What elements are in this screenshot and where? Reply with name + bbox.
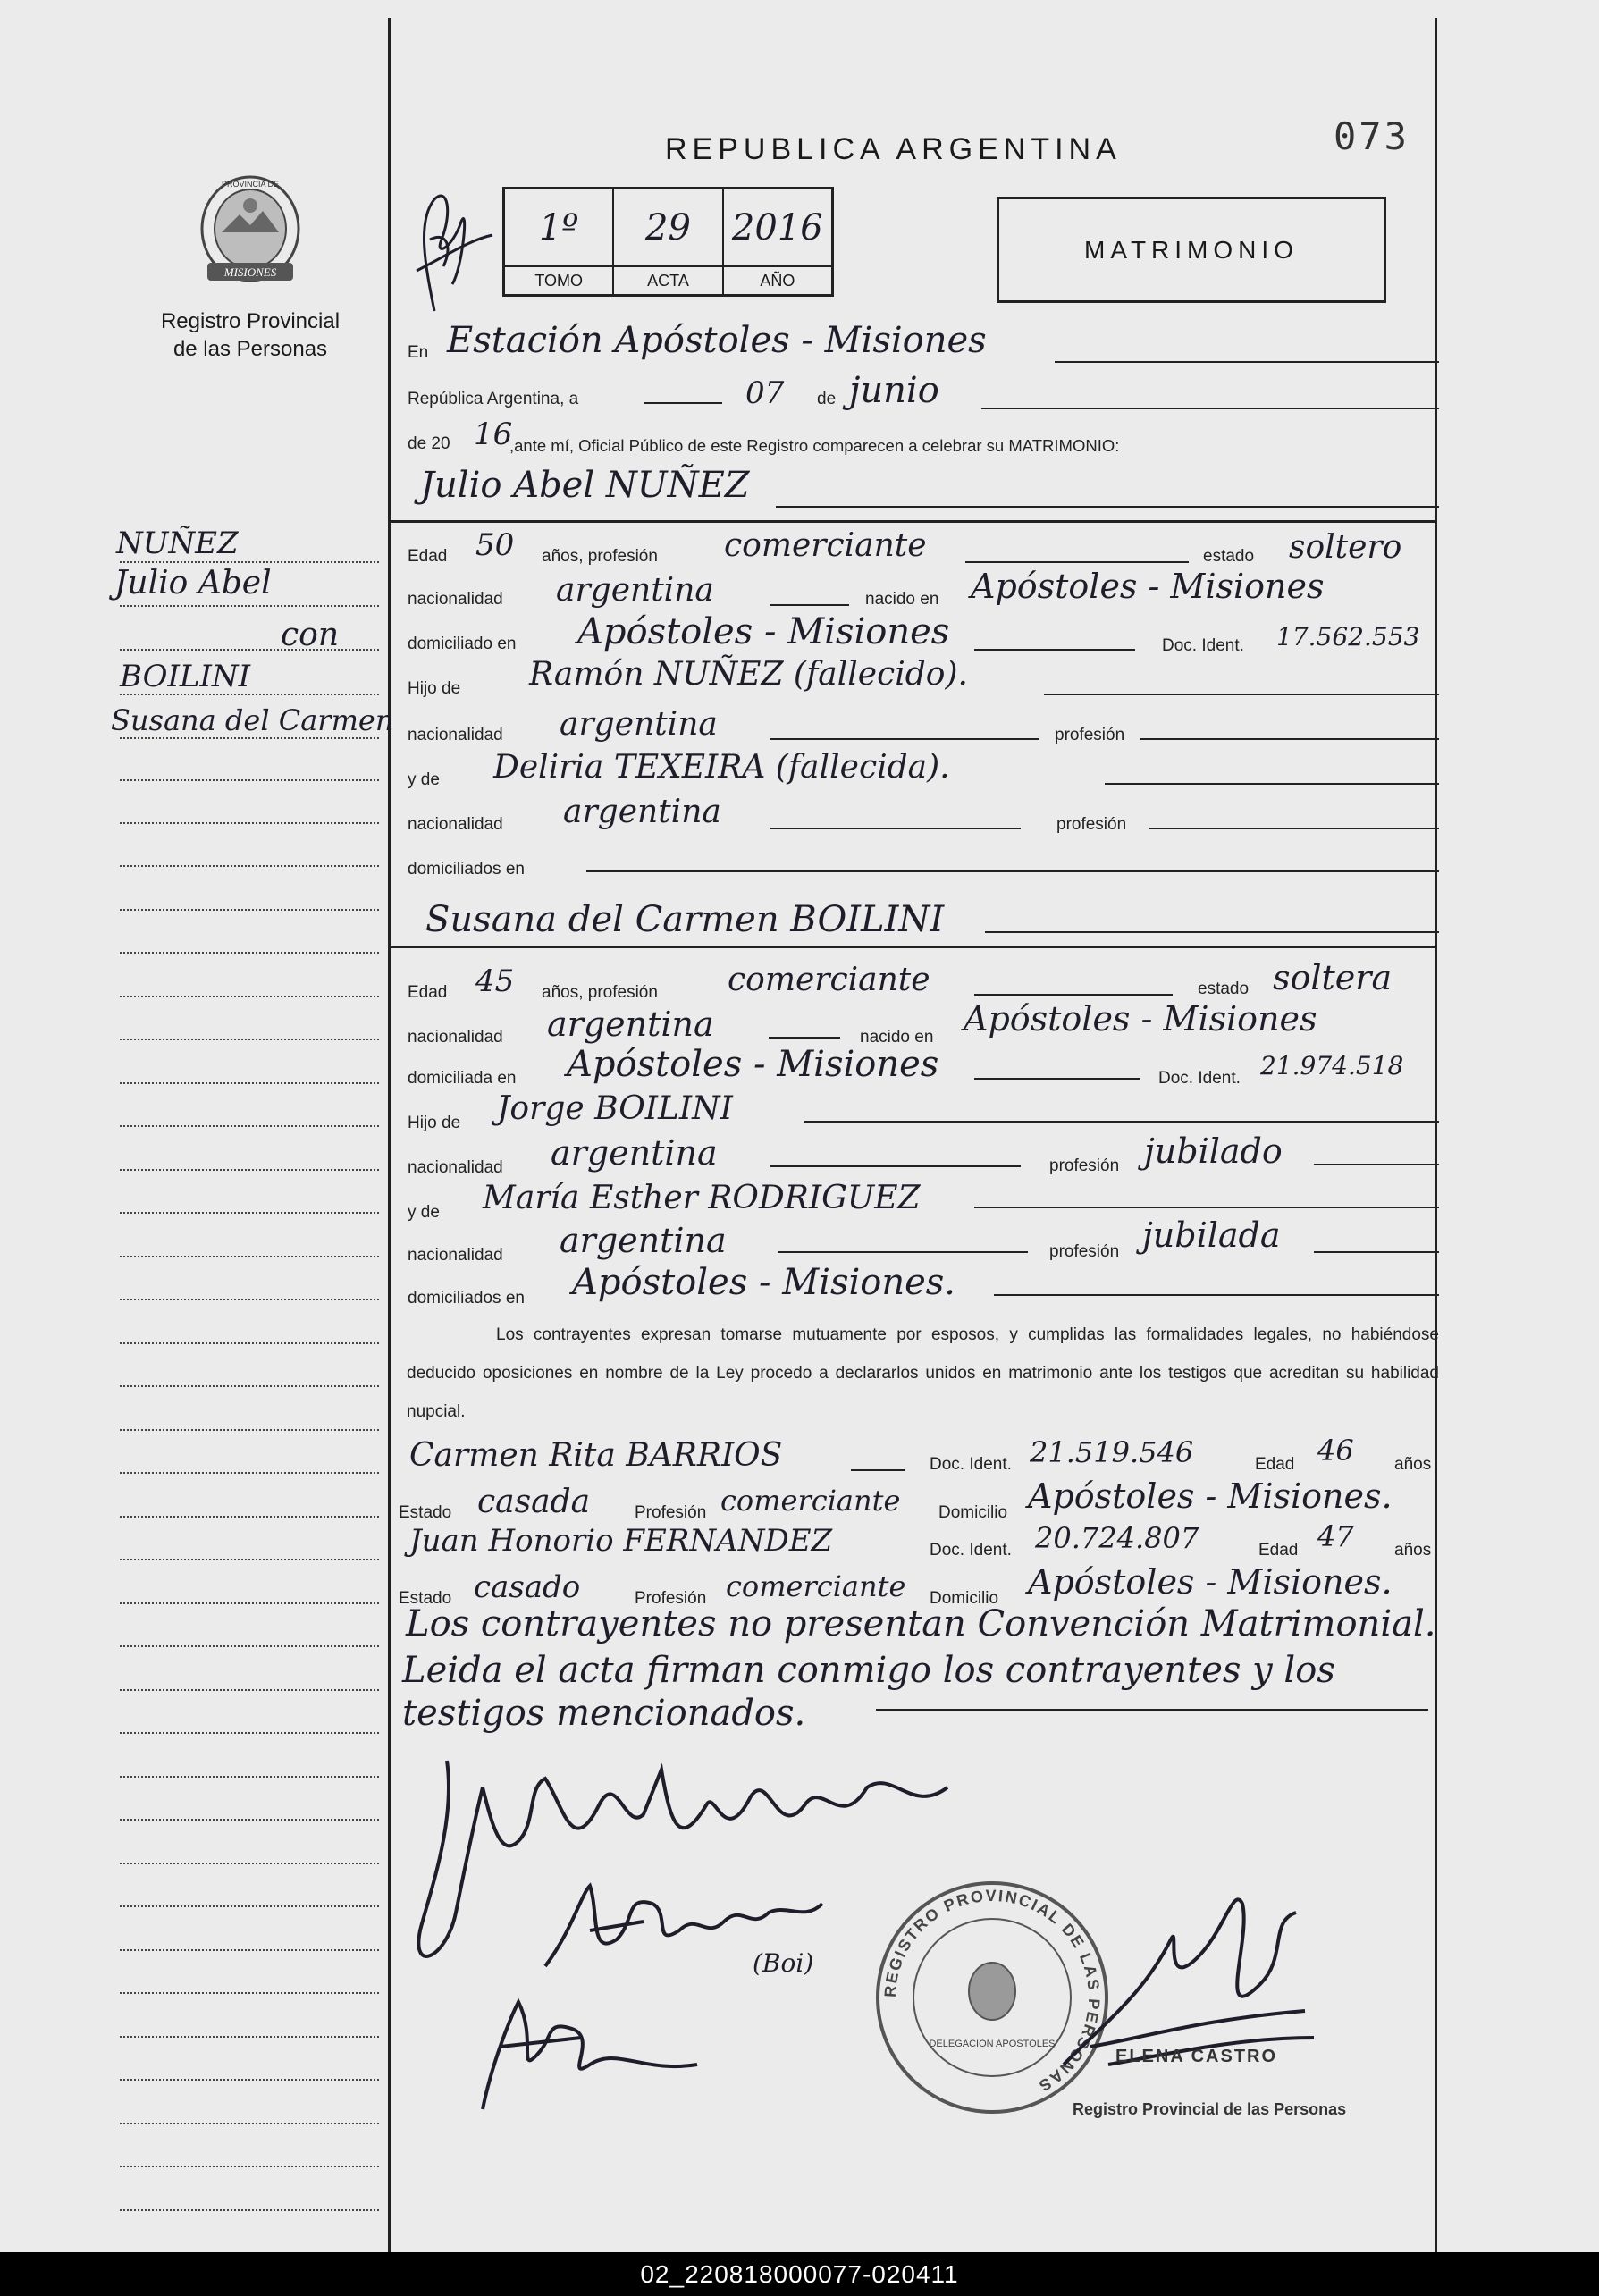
bride-padre-nac-value: argentina [551,1133,718,1173]
bride-padre-prof-value: jubilado [1144,1131,1283,1171]
groom-estado-label: estado [1203,547,1255,566]
declaration-text: Los contrayentes expresan tomarse mutuamente por esposos, y cumplidas las formalidades legales, no habiéndose deducido oposiciones en nombre de la Ley procedo a declararlos unidos en matrimonio ante los testigos que acreditan su habilidad nupcial. [407,1325,1439,1421]
registry-name-line2: de las Personas [173,337,328,361]
witness2-anos-label: años [1394,1541,1432,1560]
groom-nacido-label: nacido en [865,590,939,609]
year-suffix: 16 [474,416,513,452]
witness2-profesion-value: comerciante [726,1569,906,1603]
bride-yde-label: y de [408,1203,440,1222]
witness1-edad-value: 46 [1317,1434,1354,1468]
witness1-edad-label: Edad [1255,1455,1295,1474]
bride-nac-label: nacionalidad [408,1028,503,1047]
intro-tail-text: ,ante mí, Oficial Público de este Registro comparecen a celebrar su MATRIMONIO: [509,436,1120,455]
bride-madre-value: María Esther RODRIGUEZ [483,1180,921,1216]
witness2-doc-value: 20.724.807 [1035,1521,1199,1555]
witness1-profesion-label: Profesión [635,1503,707,1522]
groom-dom-label: domiciliado en [408,635,517,653]
notes-end-line [876,1709,1428,1711]
bride-padre-line [804,1121,1439,1123]
margin-note-surname-groom: NUÑEZ [116,526,239,561]
witness2-domicilio-value: Apóstoles - Misiones. [1028,1562,1393,1602]
groom-madre-line [1105,783,1439,785]
note-line-3: testigos mencionados. [402,1693,806,1734]
groom-yde-label: y de [408,770,440,789]
bride-hijo-label: Hijo de [408,1114,461,1132]
bride-madre-nac-value: argentina [560,1221,727,1260]
witness2-estado-label: Estado [399,1589,452,1608]
groom-padre-line [1044,694,1439,695]
tomo-label: TOMO [534,271,583,290]
left-margin-rule [388,18,391,2252]
margin-note-given-groom: Julio Abel [114,565,272,601]
groom-dom-value: Apóstoles - Misiones [577,611,950,652]
bride-padres-dom-label: domiciliados en [408,1289,525,1308]
acta-label: ACTA [647,271,689,290]
right-margin-rule [1435,18,1437,2252]
bride-dom-label: domiciliada en [408,1069,517,1088]
groom-section-rule [391,520,1435,523]
bride-madre-nac-label: nacionalidad [408,1246,503,1265]
bride-madre-nac-line [778,1251,1028,1253]
province-seal-icon [195,170,306,295]
bride-madre-line [974,1207,1439,1208]
bride-dom-value: Apóstoles - Misiones [567,1044,939,1085]
officer-initials-signature [399,186,497,320]
groom-padres-dom-label: domiciliados en [408,860,525,879]
bride-doc-label: Doc. Ident. [1158,1069,1241,1088]
en-label: En [408,343,429,362]
record-number-box [502,187,834,297]
groom-padres-dom-line [586,870,1439,872]
bride-nac-line [769,1037,840,1039]
witness2-edad-value: 47 [1317,1519,1354,1553]
bride-madre-prof-value: jubilada [1142,1215,1281,1255]
bride-name: Susana del Carmen BOILINI [425,899,945,940]
groom-madre-nac-value: argentina [563,794,721,830]
bride-madre-prof-label: profesión [1049,1242,1120,1261]
witness1-anos-label: años [1394,1455,1432,1474]
de-label: de [817,390,837,408]
witness2-doc-label: Doc. Ident. [930,1541,1012,1560]
groom-doc-value: 17.562.553 [1276,622,1420,652]
act-type: MATRIMONIO [1084,235,1299,264]
officer-signature [1055,1886,1323,2100]
stamp-ring-text: REGISTRO PROVINCIAL DE LAS PERSONAS [880,1886,1104,2096]
witness1-estado-value: casada [477,1484,591,1520]
groom-doc-label: Doc. Ident. [1162,636,1244,655]
year-prefix: de 20 [408,434,450,453]
groom-name: Julio Abel NUÑEZ [420,465,750,506]
country-title: REPUBLICA ARGENTINA [665,132,1122,166]
bride-padre-nac-label: nacionalidad [408,1158,503,1177]
month-fill-line [981,408,1439,409]
page-number: 073 [1334,114,1410,158]
acta-value: 29 [645,206,691,248]
witness1-name: Carmen Rita BARRIOS [409,1437,783,1474]
groom-nac-label: nacionalidad [408,590,503,609]
file-id: 02_220818000077-020411 [640,2259,959,2288]
groom-edad-label: Edad [408,547,448,566]
witness2-edad-label: Edad [1258,1541,1299,1560]
bride-padre-nac-line [770,1165,1021,1167]
bride-padres-dom-line [994,1294,1439,1296]
bride-estado-label: estado [1198,980,1250,998]
groom-padre-value: Ramón NUÑEZ (fallecido). [529,656,968,693]
bride-padre-prof-line [1314,1164,1439,1165]
officer-stamp-name: ELENA CASTRO [1115,2047,1278,2066]
place-fill-line [1055,361,1439,363]
bride-anos-prof-label: años, profesión [542,983,658,1002]
groom-name-line [776,506,1439,508]
seal-bottom-text: MISIONES [223,265,277,279]
registry-name-line1: Registro Provincial [160,309,341,333]
stamp-center-text: DELEGACION APOSTOLES [929,2039,1056,2049]
groom-estado-value: soltero [1289,529,1402,566]
margin-note-con: con [281,617,340,653]
witness1-profesion-value: comerciante [720,1484,901,1518]
bride-padre-prof-label: profesión [1049,1156,1120,1175]
note-line-1: Los contrayentes no presentan Convención Matrimonial. [406,1603,1436,1644]
groom-madre-prof-label: profesión [1056,815,1127,834]
act-type-box [997,197,1386,303]
witness1-name-line [851,1469,905,1471]
officer-stamp-registry: Registro Provincial de las Personas [1073,2100,1347,2118]
ano-label: AÑO [760,271,795,290]
groom-signature-text [536,1787,688,1809]
seal-top-text: PROVINCIA DE [221,180,280,189]
bride-estado-value: soltera [1273,958,1393,997]
witness1-estado-label: Estado [399,1503,452,1522]
bride-section-rule [391,946,1435,948]
groom-padre-prof-label: profesión [1055,726,1125,744]
bride-edad-label: Edad [408,983,448,1002]
republica-label: República Argentina, a [408,390,579,408]
groom-profesion-line [965,561,1189,563]
groom-padre-prof-line [1140,738,1439,740]
margin-note-surname-bride: BOILINI [120,659,251,694]
groom-madre-value: Deliria TEXEIRA (fallecida). [493,749,950,786]
witness1-domicilio-value: Apóstoles - Misiones. [1028,1476,1393,1516]
day-lead-line [644,402,722,404]
registry-name [143,307,358,363]
groom-madre-nac-label: nacionalidad [408,815,503,834]
bride-nacido-label: nacido en [860,1028,934,1047]
ano-value: 2016 [731,206,823,248]
groom-hijo-label: Hijo de [408,679,461,698]
groom-anos-prof-label: años, profesión [542,547,658,566]
month-value: junio [849,370,939,411]
bride-dom-line [974,1078,1140,1080]
day-value: 07 [745,375,785,411]
witness1-doc-value: 21.519.546 [1030,1435,1194,1469]
groom-madre-nac-line [770,828,1021,829]
margin-note-given-bride: Susana del Carmen [111,703,394,737]
witness2-domicilio-label: Domicilio [930,1589,999,1608]
groom-padre-nac-label: nacionalidad [408,726,503,744]
groom-nac-line [770,604,849,606]
bride-padre-value: Jorge BOILINI [497,1090,733,1127]
witness2-profesion-label: Profesión [635,1589,707,1608]
bride-profesion-line [974,994,1173,996]
bride-nac-value: argentina [547,1005,714,1044]
groom-padre-nac-line [770,738,1039,740]
groom-edad-value: 50 [475,527,515,563]
bride-name-line [985,931,1439,933]
bride-doc-value: 21.974.518 [1260,1051,1404,1081]
bride-initial-signature: (Boi) [753,1948,814,1978]
groom-nac-value: argentina [556,572,714,609]
groom-dom-line [974,649,1135,651]
bride-nacido-value: Apóstoles - Misiones [964,999,1317,1039]
witness2-estado-value: casado [474,1569,581,1605]
place-value: Estación Apóstoles - Misiones [447,320,987,361]
groom-madre-prof-line [1149,828,1439,829]
witness2-name: Juan Honorio FERNANDEZ [409,1523,833,1559]
scan-footer [0,2252,1599,2296]
tomo-value: 1º [539,206,579,248]
note-line-2: Leida el acta firman conmigo los contrayentes y los [402,1650,1335,1691]
witness-signature [465,1984,715,2118]
bride-madre-prof-line [1314,1251,1439,1253]
groom-nacido-value: Apóstoles - Misiones [971,567,1325,606]
witness1-domicilio-label: Domicilio [938,1503,1008,1522]
bride-edad-value: 45 [475,963,515,999]
bride-profesion-value: comerciante [728,962,930,998]
groom-padre-nac-value: argentina [560,706,718,743]
bride-padres-dom-value: Apóstoles - Misiones. [572,1262,956,1303]
witness1-doc-label: Doc. Ident. [930,1455,1012,1474]
bride-signature-text [626,1904,702,1925]
groom-profesion-value: comerciante [724,527,927,564]
